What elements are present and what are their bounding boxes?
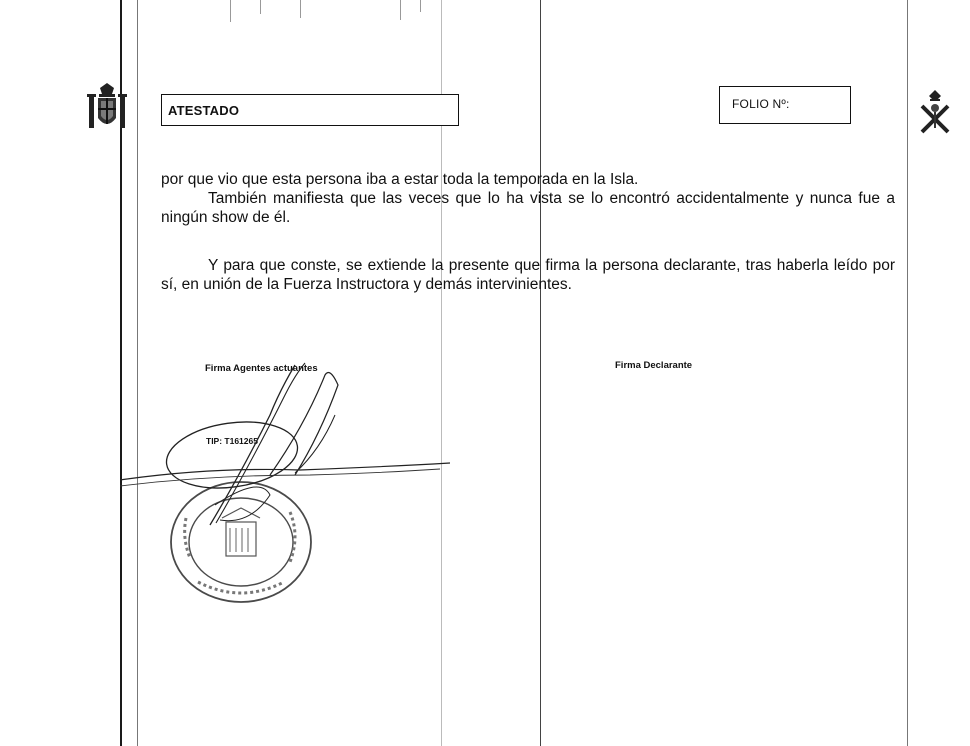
folio-box bbox=[719, 86, 851, 124]
atestado-box bbox=[161, 94, 459, 126]
scan-noise bbox=[230, 0, 231, 22]
scan-noise bbox=[260, 0, 261, 14]
scan-noise bbox=[420, 0, 421, 12]
tip-label: TIP: T161265 bbox=[206, 436, 258, 446]
body-paragraph-2: También manifiesta que las veces que lo ha vista se lo encontró accidentalmente y nunca fue a ningún show de él. bbox=[161, 190, 895, 226]
folio-label: FOLIO Nº: bbox=[732, 97, 790, 111]
emblem-icon bbox=[918, 88, 952, 138]
declarant-signature-label: Firma Declarante bbox=[615, 360, 693, 371]
coat-of-arms-icon bbox=[84, 82, 130, 136]
scan-artifact-line bbox=[540, 0, 541, 746]
body-line-1: por que vio que esta persona iba a estar toda la temporada en la Isla. bbox=[161, 171, 639, 188]
scan-noise bbox=[300, 0, 301, 18]
agent-signature bbox=[120, 355, 460, 535]
atestado-label: ATESTADO bbox=[168, 103, 240, 118]
right-margin-rule bbox=[907, 0, 908, 746]
agents-signature-label: Firma Agentes actuantes bbox=[205, 363, 318, 374]
scan-noise bbox=[400, 0, 401, 20]
body-paragraph-3: Y para que conste, se extiende la presente que firma la persona declarante, tras haberla leído por sí, en unión de la Fuerza Instructora y demás intervinientes. bbox=[161, 257, 895, 293]
